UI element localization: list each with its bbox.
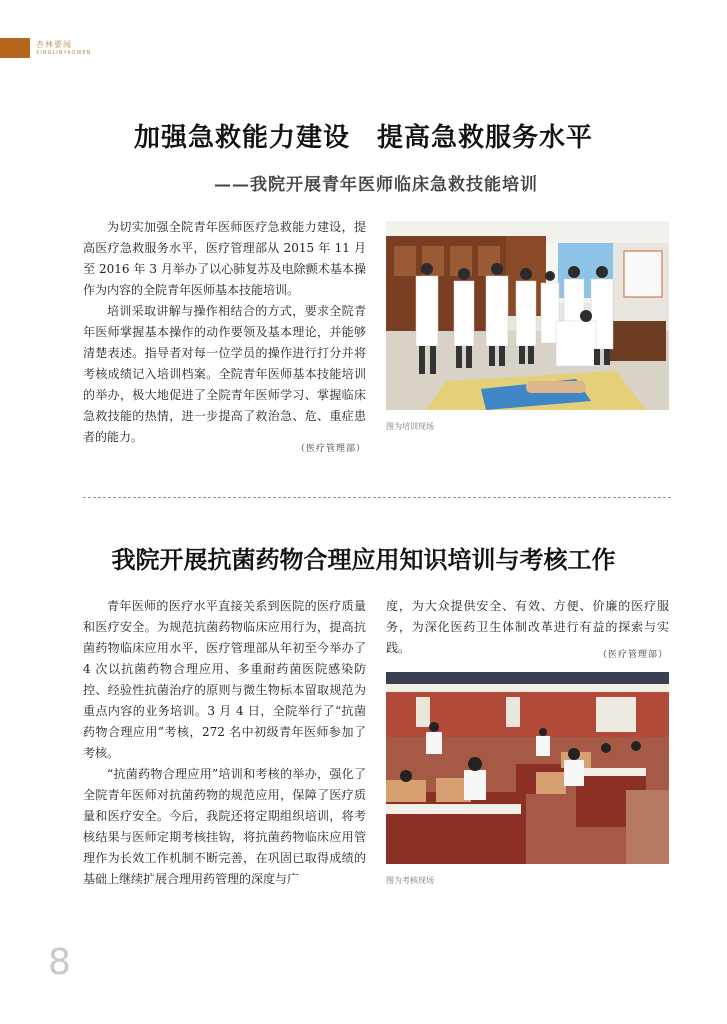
exam-photo (386, 672, 669, 864)
article2-title: 我院开展抗菌药物合理应用知识培训与考核工作 (111, 545, 616, 574)
page-number: 8 (48, 942, 71, 983)
article1-subtitle: ——我院开展青年医师临床急救技能培训 (214, 175, 538, 195)
article2-signature: （医疗管理部） (598, 650, 669, 660)
training-photo (386, 221, 669, 410)
article1-body (83, 217, 366, 448)
article2-paragraph-1: 青年医师的医疗水平直接关系到医院的医疗质量和医疗安全。为规范抗菌药物临床应用行为，提高抗菌药物临床应用水平，医疗管理部从年初至今举办了 4 次以抗菌药物合理应用、多重耐药菌医院感染防控、经验性抗菌治疗的原则与微生物标本留取规范为重点内容的业务培训。3 月 4 日，全院举行了“抗菌药物合理应用”考核，272 名中初级青年医师参加了考核。 (83, 599, 366, 760)
article1-title: 加强急救能力建设 提高急救服务水平 (133, 123, 593, 153)
journal-pinyin: XINGLINYAOWEN (36, 50, 92, 56)
article1-photo-caption: 图为培训现场 (386, 422, 434, 431)
section-divider (83, 497, 671, 498)
article1-paragraph-1: 为切实加强全院青年医师医疗急救能力建设，提高医疗急救服务水平，医疗管理部从 2015 年 11 月至 2016 年 3 月举办了以心肺复苏及电除颤术基本操作为内容的全院青年医师基本技能培训。 (83, 220, 366, 297)
article2-photo-caption: 图为考核现场 (386, 876, 434, 885)
journal-name: 杏林要闻 (36, 40, 72, 49)
article1-paragraph-2: 培训采取讲解与操作相结合的方式，要求全院青年医师掌握基本操作的动作要领及基本理论，并能够清楚表述。指导者对每一位学员的操作进行打分并将考核成绩记入培训档案。全院青年医师基本技能培训的举办，极大地促进了全院青年医师学习、掌握临床急救技能的热情，进一步提高了救治急、危、重症患者的能力。 (83, 304, 366, 444)
article2-body-left (83, 596, 366, 890)
article2-paragraph-2: “抗菌药物合理应用”培训和考核的举办，强化了全院青年医师对抗菌药物的规范应用，保障了医疗质量和医疗安全。今后，我院还将定期组织培训，将考核结果与医师定期考核挂钩，将抗菌药物临床应用管理作为长效工作机制不断完善，在巩固已取得成绩的基础上继续扩展合理用药管理的深度与广 (83, 767, 366, 886)
article2-paragraph-3: 度，为大众提供安全、有效、方便、价廉的医疗服务，为深化医药卫生体制改革进行有益的探索与实践。 (386, 599, 669, 655)
article1-signature: （医疗管理部） (296, 444, 367, 454)
header-accent-bar (0, 38, 30, 58)
